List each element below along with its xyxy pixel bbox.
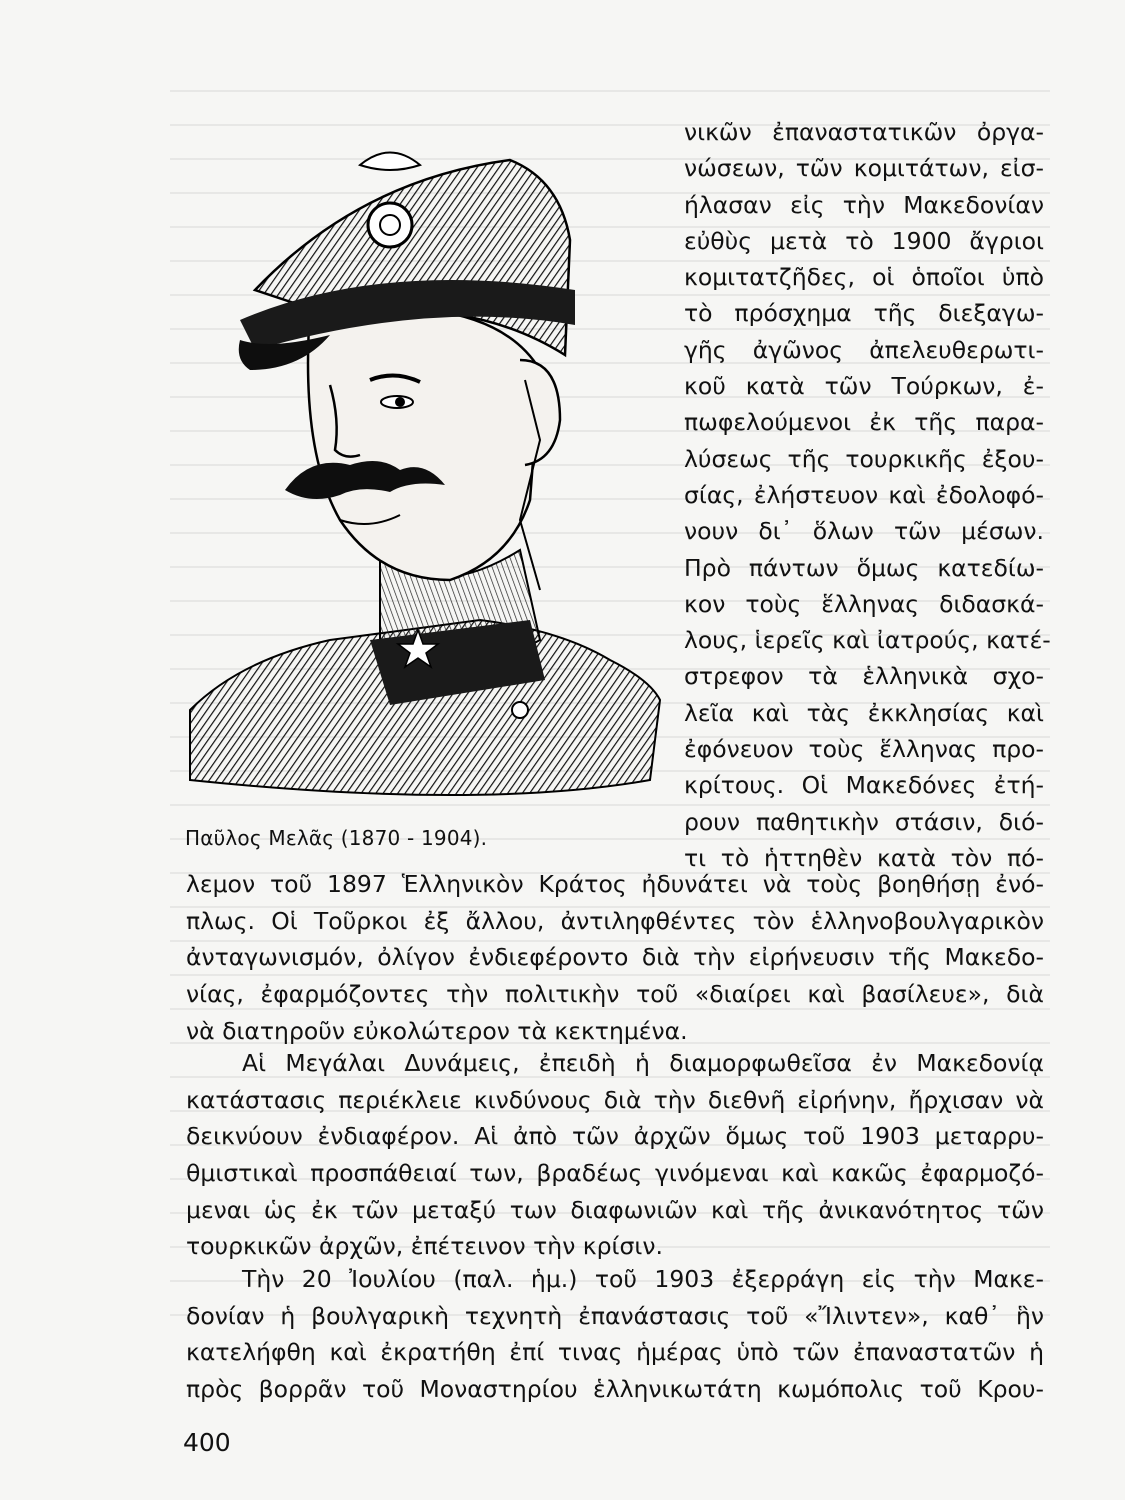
text-line: πλως. Οἱ Τοῦρκοι ἐξ ἄλλου, ἀντιληφθέντες τὸν ἑλληνοβουλγαρικὸν: [186, 906, 1044, 935]
text-line: λύσεως τῆς τουρκικῆς ἐξου-: [684, 444, 1044, 473]
text-line: κοῦ κατὰ τῶν Τούρκων, ἐ-: [684, 372, 1044, 401]
text-line: ρουν παθητικὴν στάσιν, διό-: [684, 807, 1044, 836]
text-line: κομιτατζῆδες, οἱ ὁποῖοι ὑπὸ: [684, 263, 1044, 292]
text-line: στρεφον τὰ ἑλληνικὰ σχο-: [684, 662, 1044, 691]
right-text-column: [684, 114, 1051, 876]
text-line: γῆς ἀγῶνος ἀπελευθερωτι-: [684, 335, 1044, 364]
text-line: πρὸς βορρᾶν τοῦ Μοναστηρίου ἑλληνικωτάτη κωμόπολις τοῦ Κρου-: [186, 1375, 1044, 1404]
paragraph-1: [186, 866, 1044, 1049]
text-line: κατάστασις περιέκλειε κινδύνους διὰ τὴν διεθνῆ εἰρήνην, ἤρχισαν νὰ: [186, 1085, 1044, 1114]
page-number: 400: [183, 1428, 231, 1457]
text-line: ἀνταγωνισμόν, ὀλίγον ἐνδιεφέροντο διὰ τὴν εἰρήνευσιν τῆς Μακεδο-: [186, 943, 1044, 972]
text-line: τὸ πρόσχημα τῆς διεξαγω-: [684, 299, 1044, 328]
text-line: δεικνύουν ἐνδιαφέρον. Αἱ ἀπὸ τῶν ἀρχῶν ὅμως τοῦ 1903 μεταρρυ-: [186, 1122, 1044, 1151]
text-line: τουρκικῶν ἀρχῶν, ἐπέτεινον τὴν κρίσιν.: [186, 1232, 663, 1261]
paragraph-2: [186, 1045, 1044, 1265]
text-line: κατελήφθη καὶ ἐκρατήθη ἐπί τινας ἡμέρας ὑπὸ τῶν ἐπαναστατῶν ἡ: [186, 1338, 1044, 1367]
text-line: νώσεων, τῶν κομιτάτων, εἰσ-: [684, 154, 1044, 183]
text-line: τι τὸ ἡττηθὲν κατὰ τὸν πό-: [684, 843, 1044, 872]
text-line: νικῶν ἐπαναστατικῶν ὀργα-: [684, 118, 1044, 146]
text-line: Πρὸ πάντων ὅμως κατεδίω-: [684, 553, 1044, 582]
text-line: λεμον τοῦ 1897 Ἑλληνικὸν Κράτος ἠδυνάτει νὰ τοὺς βοηθήσῃ ἐνό-: [186, 870, 1044, 898]
text-line: νὰ διατηροῦν εὐκολώτερον τὰ κεκτημένα.: [186, 1016, 688, 1045]
text-line: νίας, ἐφαρμόζοντες τὴν πολιτικὴν τοῦ «διαίρει καὶ βασίλευε», διὰ: [186, 980, 1044, 1009]
text-line: σίας, ἐλήστευον καὶ ἐδολοφό-: [684, 480, 1044, 509]
text-line: δονίαν ἡ βουλγαρικὴ τεχνητὴ ἐπανάστασις τοῦ «Ἴλιντεν», καθ᾽ ἣν: [186, 1301, 1044, 1330]
text-line: θμιστικαὶ προσπάθειαί των, βραδέως γινόμεναι καὶ κακῶς ἐφαρμοζό-: [186, 1159, 1044, 1188]
text-line: λεῖα καὶ τὰς ἐκκλησίας καὶ: [684, 698, 1044, 727]
paragraph-3: [186, 1261, 1044, 1408]
portrait-illustration: [180, 120, 670, 810]
text-line: εὐθὺς μετὰ τὸ 1900 ἄγριοι: [684, 226, 1044, 255]
text-line: Τὴν 20 Ἰουλίου (παλ. ἡμ.) τοῦ 1903 ἐξερράγη εἰς τὴν Μακε-: [242, 1265, 1044, 1293]
text-line: Αἱ Μεγάλαι Δυνάμεις, ἐπειδὴ ἡ διαμορφωθεῖσα ἐν Μακεδονίᾳ: [242, 1049, 1044, 1077]
portrait-caption: Παῦλος Μελᾶς (1870 - 1904).: [185, 826, 488, 850]
text-line: νουν δι᾽ ὅλων τῶν μέσων.: [684, 517, 1044, 546]
text-line: λους, ἱερεῖς καὶ ἰατρούς, κατέ-: [684, 626, 1051, 655]
text-line: ἐφόνευον τοὺς ἕλληνας προ-: [684, 735, 1044, 764]
text-line: μεναι ὡς ἐκ τῶν μεταξύ των διαφωνιῶν καὶ τῆς ἀνικανότητος τῶν: [186, 1195, 1044, 1224]
text-line: ήλασαν εἰς τὴν Μακεδονίαν: [684, 190, 1044, 219]
text-line: κον τοὺς ἕλληνας διδασκά-: [684, 589, 1044, 618]
text-line: κρίτους. Οἱ Μακεδόνες ἐτή-: [684, 771, 1044, 800]
text-line: πωφελούμενοι ἐκ τῆς παρα-: [684, 408, 1044, 437]
